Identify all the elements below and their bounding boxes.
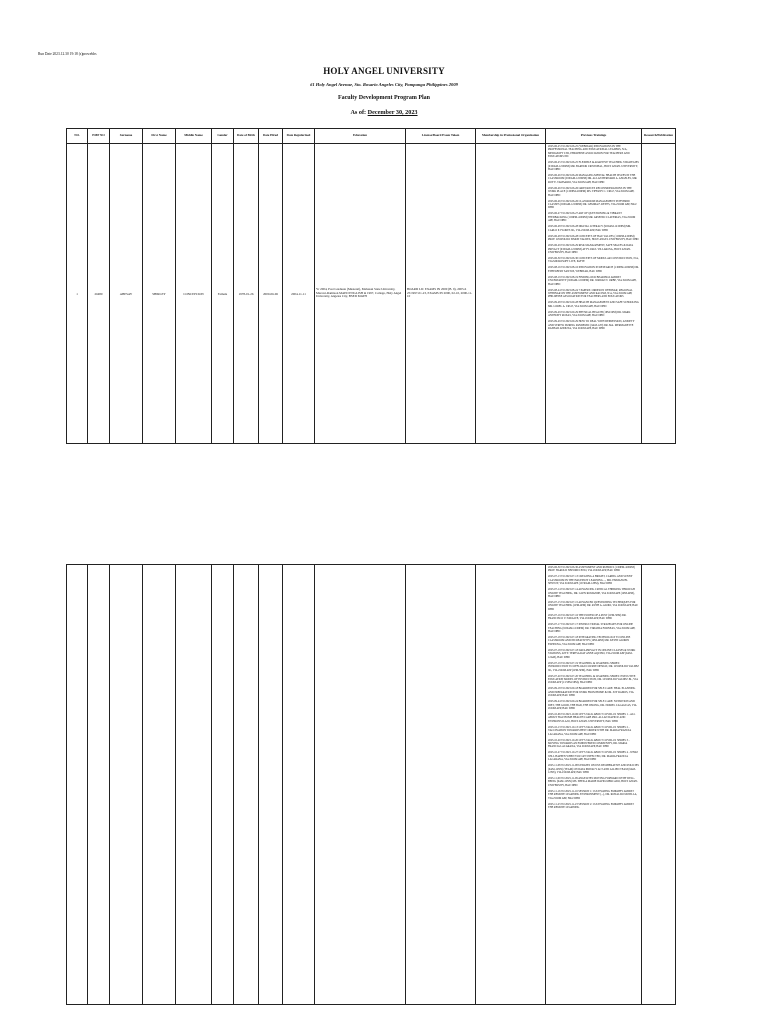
- university-name: HOLY ANGEL UNIVERSITY: [323, 66, 445, 76]
- col-research: Research/Publication: [642, 129, 676, 144]
- cell-empty: [176, 565, 212, 1005]
- training-entry: 2023-11-09 TO 2023-11-09 ANGELITES MOVING FORWARD WITH WELL-BEING (9AM-12NN) MS. SHEILA MARIE DAVID-MERCADO, HOLY ANGEL UNIVERSITY, HAU DHD: [548, 777, 638, 787]
- as-of-line: [0, 109, 768, 116]
- training-entry: 2023-09-24 TO 2023-09-24 BOARDED FOR SELF-CARE: NUTRITION AND DIET, THE GOOD, THE BAD, THE WRONG, DR. NORIEL CALAGUAS, VIA ZOOM APP, HAU DHD: [548, 700, 637, 710]
- training-entry: 2023-07-19 TO 2023-07-19 TEACHING & LEARNING SERIES: INTRODUCTION TO OFFLOAD COURSE DESIGN, DR. LEOPOLDO VALDEZ JR., VIA ZOOM APP (1PM-5PM), HAU DHD: [548, 661, 639, 672]
- col-date-regularized: Date Regularized: [283, 129, 315, 144]
- cell-gender: Female: [212, 144, 234, 444]
- training-entry: 2023-07-17 TO 2023-07-17 INSTRUCTIONAL STRATEGIES FOR ONLINE TEACHING (9:00AM-12:00PM) DR. VIRGINIA FORNEAS, VIA ZOOM APP, HAU DHD: [548, 623, 636, 634]
- cell-surname: ABESAY: [110, 144, 143, 444]
- cell-empty: [476, 565, 546, 1005]
- university-address: #1 Holy Angel Avenue, Sto. Rosario Angeles City, Pampanga Philippines 2009: [310, 82, 458, 87]
- training-entry: 2023-10-06 TO 2023-10-06 LET'S TALK ABOUT COVID-19: SERIES 1 - ALL ABOUT HAU HOME HEALTH CARE PRO. ALLAN DAVID P. AND ENVIRONS ILAJO, HOLY ANGEL UNIVERSITY, HAU DHD: [548, 712, 636, 723]
- cell-empty: [110, 565, 143, 1005]
- training-entry: 2023-06-27 TO 2023-06-27 ART OF QUESTIONING & VIBRANT FEEDBACKING (1:00PM-4:00PM) MR. ARSENIO CLAVERIAS, VIA ZOOM APP, HAU DHD: [548, 212, 636, 223]
- col-gender: Gender: [212, 129, 234, 144]
- col-date-of-birth: Date of Birth: [234, 129, 259, 144]
- training-entry: 2023-06-26 TO 2023-06-26 GRIEVANCES RECONSIDERATIONS IN THE WORK PLACE (1:00PM-4:00PM) MS. TIFFANY C. CRUZ, VIA ZOOM APP, HAU DHD: [548, 186, 635, 197]
- training-entry: 2023-06-30 TO 2023-06-30 ASSESSMENT AND RUBRICS (1:00PM-4:00PM) PROF. HAROLD NEPOMUCENO, VIA ZOOM APP, HAU DHD: [548, 566, 635, 573]
- cell-empty: [283, 565, 315, 1005]
- cell-empty: [88, 565, 110, 1005]
- cell-middle-name: CONCEPCION: [176, 144, 212, 444]
- plan-title: Faculty Development Program Plan: [337, 95, 431, 101]
- training-entry: 2023-07-16 TO 2023-07-16 THE POWER OF A POST (1PM-5PM) DR. FRANCISCO V. NAVALTE, VIA ZOOM APP, HAU DHD: [548, 613, 627, 621]
- cell-education: Yr 2004, Post Graduate (Masteral), Mabasan State University, Marawi-Ramison MAED ENGLISH in 1997, College, Holy Angel University, Angeles City, BSED MATH: [315, 144, 406, 444]
- training-entry: 2023-09-29 TO 2023-09-29 PHYSICAL HEALTH (1PM-5PM) DR. MARK ANTHONY ROXAS, VIA ZOOM APP, HAU DHD: [548, 310, 631, 318]
- cell-emp-no: 26480: [88, 144, 110, 444]
- cell-empty: [642, 565, 676, 1005]
- training-entry: 2023-07-18 TO 2023-07-18 INTEGRATING TECHNOLOGY TO ONLINE CLASSROOM AND INCREATIVITY (1PM-4PM) MR. KEVIN ALDRIN ESPINOSA, VIA ZOOM APP, HAU DHD: [548, 636, 631, 646]
- training-entry: 2023-06-30 TO 2023-06-30 CONCEPTS OF MODULAR CONSTRUCTION, N/A, VIA MICROSOFT LIVE, PAFTE: [548, 256, 639, 264]
- cell-empty: [259, 565, 283, 1005]
- training-entry: 2023-10-20 TO 2023-10-20 LET'S TALK ABOUT COVID-19: SERIES 3 - MOVING TOWARDS AN EMPOWERED COMMUNITY, DR. MARIA FRANCIA LACARANA, VIA ZOOM APP, HAU DHD: [548, 738, 630, 749]
- cell-empty: [212, 565, 234, 1005]
- training-entry: 2023-07-18 TO 2023-07-18 DATA PRIVACY IN ONLINE CLASSES & WORK STATIONS, ATTY. TERESA RAY ANNE AQUINO, VIA ZOOM APP (9AM-12AM), HAU DHD: [548, 648, 636, 659]
- as-of-date: December 30, 2023: [367, 109, 418, 116]
- training-entry: 2023-07-13 TO 2023-07-13 CREATING A BRIGHT, CARING AND SUNNY CLASSROOM IN THE HAUPINOY LEARNING ..., MR. EMMANUEL SENTOY, VIA ZOOM APP (10:30AM-12PM), HAU DHD: [548, 575, 633, 586]
- training-entry: 2023-06-28 TO 2023-06-28 CONCEPTS OF HAU VALUES (1:00PM-4:00PM) PROF. LEOPOLDO SIMON VALDEZ, HOLY ANGEL UNIVERSITY, HAU DHD: [548, 234, 639, 242]
- training-entry: 2023-06-28 TO 2023-06-28 DIGITAL LITERACY (9:00AM-12:00PM) MR. CARLO P. FLORES JR., VIA ZOOM APP, HAU DHD: [548, 225, 632, 232]
- cell-empty: [315, 565, 406, 1005]
- cell-research: [642, 144, 676, 444]
- training-entry: 2023-06-25 TO 2023-06-25 FLEXIBLE & ADAPTIVE TEACHING STRATEGIES (9:00AM-12:00PM) MR. BARNOR CRISTOBAL, HOLY ANGEL UNIVERSITY, HAU DHD: [548, 161, 639, 172]
- col-date-hired: Date Hired: [259, 129, 283, 144]
- run-date: Run Date 2023.12.30 19:18 (s)prowebhs: [38, 52, 97, 56]
- as-of-label: As of:: [350, 109, 367, 116]
- col-education: Education: [315, 129, 406, 144]
- training-entry: 2023-06-26 TO 2023-06-26 CLASSROOM MANAGEMENT IN HYBRID CLASSES (9:00AM-12:00PM) DR. GEMMA F. REYES, VIA ZOOM APP, HAU DHD: [548, 199, 637, 210]
- col-first-name: First Name: [143, 129, 176, 144]
- col-emp-no: EMP NO: [88, 129, 110, 144]
- cell-membership: [476, 144, 546, 444]
- col-middle-name: Middle Name: [176, 129, 212, 144]
- col-surname: Surname: [110, 129, 143, 144]
- cell-license: BOARD LIC EXAMS IN 2000 (B. 9), 2005-6 25/1997-01-23, EXAMS IN 2000, 02-10, 2000-11-10: [406, 144, 476, 444]
- training-entry: 2023-06-29 TO 2023-06-29 RISK MANAGEMENT, SAFE SPACES & DATA PRIVACY (9:00AM-12:00PM) ATTY. PAUL VILLAROSA, HOLY ANGEL UNIVERSITY, HAU DHD: [548, 244, 634, 254]
- training-entry: 2023-09-28 TO 2023-09-28 HEALTH MANAGEMENT AND SAFE SCHOOLING MR. LOREL A. CRUZ, VIA ZOOM APP, HAU DHD: [548, 301, 639, 308]
- training-entry: 2023-09-29 TO 2023-09-29 HOW TO DEAL WITH DEPRESSION, ANXIETY AND STRESS DURING PANDEMIC (9AM-12N) DR. MA. MERMADETTE RASHAD ANDUNA, VIA ZOOM APP, HAU DHD: [548, 320, 635, 330]
- training-entry: 2023-08-24 TO 2023-08-24 7 PAPERS: ORDER IN WEBINAR; REGIONAL WEBINAR ON THE ASSESSMENT AND RACISM, N/A, VIA ZOOM APP, PHILIPPINE ASSOCIATION FOR TEACHERS AND EDUCATORS: [548, 288, 633, 299]
- col-membership: Membership in Professional Organization: [476, 129, 546, 144]
- cell-empty: [406, 565, 476, 1005]
- cell-birth: 1978-01-26: [234, 144, 259, 444]
- cell-previous-trainings-continued: [546, 565, 642, 1005]
- header-row: [67, 129, 676, 144]
- faculty-table-page1: [66, 128, 676, 444]
- training-entry: 2023-10-13 TO 2023-10-13 LET'S TALK ABOUT COVID-19: SERIES 2 - VACCINATION TOWARDS BEST ORDER WITH DR. MARIA FRANCIA LACARANA, VIA ZOOM APP, HAU DHD: [548, 725, 632, 736]
- table-row-continued: [67, 565, 676, 1005]
- training-entry: 2023-11-23 TO 2023-11-23 SESSION 2: CULTIVATING EMPATHY AMIDST THE REMOTE LEARNING: [548, 802, 634, 810]
- cell-no: 1: [67, 144, 88, 444]
- col-previous-trainings: Previous Trainings: [546, 129, 642, 144]
- training-entry: 2023-11-08 TO 2023-11-08 UPDATES ON DSS DELIBERATIVE AND POLICIES (9AM-12NN) (TEAM) ON DATA PRIVACY ACT AND ALLIED TEAM (9AM-12NN), VIA ZOOM APP, HAU DHD: [548, 764, 639, 774]
- faculty-table-page2: [66, 564, 676, 1005]
- training-entry: 2023-07-14 TO 2023-07-14 ADVANCING CRITICAL THINKING THROUGH ONLINE TEACHING, DR. GLEN ROMANDE, VIA ZOOM APP (1PM-4PM), HAU DHD: [548, 588, 635, 599]
- training-entry: 2023-06-25 TO 2023-06-25 (WEBINAR) INNOVATIONS IN THE PROFESSIONAL TEACHING AND EDUCATIONAL LEADERS, N/A, MEDIASOFT LTD, PHILIPPINE ASSOCIATION FOR TEACHERS AND EDUCATORS INC: [548, 145, 630, 159]
- cell-first-name: SHIRLEY: [143, 144, 176, 444]
- training-entry: 2023-10-27 TO 2023-10-27 LET'S TALK ABOUT COVID-19: SERIES 4 - WHAT WILL HAPPEN WHEN YOU GET INFECTED, DR. MARIA FRANCIA LACARANA, VIA ZOOM APP, HAU DHD: [548, 751, 638, 762]
- cell-hired: 2000-06-06: [259, 144, 283, 444]
- col-no: NO.: [67, 129, 88, 144]
- training-entry: 2023-08-19 TO 2023-08-19 FINDING OUR BEARINGS AMIDST UNCERTAINTY (9:00AM-12:00PM) DR. JORDAN T. ORBE, VIA ZOOM APP, HAU DHD: [548, 275, 637, 286]
- training-entry: 2023-11-16 TO 2023-11-16 SESSION 1: CULTIVATING EMPATHY AMIDST THE REMOTE LEARNING ENVIRONMENT (...), DR. RONALDO MOTILLA, VIA ZOOM APP, HAU DHD: [548, 789, 638, 800]
- training-entry: 2023-07-20 TO 2023-07-20 TEACHING & LEARNING SERIES: EXECUTIVE EDUCATION MODEL OF INSTRUCTION, DR. LEOPOLDO VALDEZ JR., VIA ZOOM APP (1:15PM-5PM), HAU DHD: [548, 674, 638, 685]
- training-entry: 2023-06-26 TO 2023-06-26 MANAGING MENTAL HEALTH ISSUES IN THE CLASSROOM (9:00AM-12:00PM) DR. ALLAN BERNARD A. ANGELES, MR. ROY E. TAMSARIO, VIA ZOOM APP, HAU DHD: [548, 174, 638, 184]
- training-entry: 2023-09-18 TO 2023-09-18 BOARDED FOR SELF-CARE: HEAL PLANNING AND PREPARATION FOR WORK FROM HOME & DR. JOY RAMOS, VIA ZOOM APP, HAU DHD: [548, 687, 636, 698]
- cell-empty: [143, 565, 176, 1005]
- cell-empty: [234, 565, 259, 1005]
- table-row: [67, 144, 676, 444]
- cell-empty: [67, 565, 88, 1005]
- cell-previous-trainings: [546, 144, 642, 444]
- training-entry: 2023-07-15 TO 2023-07-15 ADVANCED QUESTIONING TECHNIQUES FOR ONLINE TEACHING (1PM-4PM) DR. RUTH A. ALDIO, VIA ZOOM APP, HAU DHD: [548, 601, 639, 611]
- col-license: License/Board Exam Taken: [406, 129, 476, 144]
- cell-regularized: 2004-11-11: [283, 144, 315, 444]
- training-entry: 2023-08-16 TO 2023-08-16 INNOVATION IN RESEARCH (1:00PM-4:00PM) DR. ETHELBERT SANTOS, WEBINAR, HAU DHD: [548, 266, 639, 273]
